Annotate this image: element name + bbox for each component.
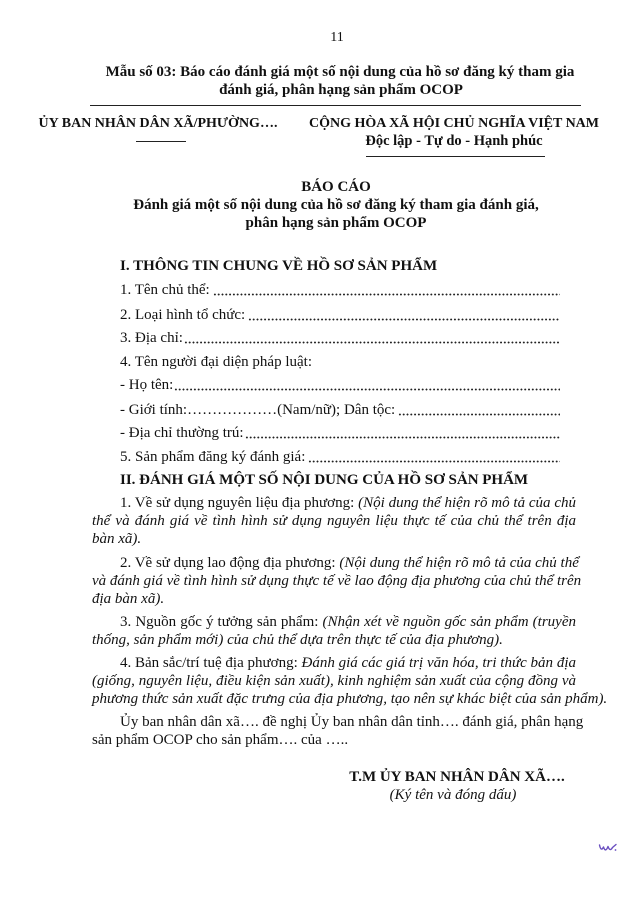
form-title-line-1: Mẫu số 03: Báo cáo đánh giá một số nội dung của hồ sơ đăng ký tham gia [105, 64, 575, 80]
assessment-item-1-line-2: thể và đánh giá về tình hình sử dụng nguyên liệu thực tế của chủ thể trên địa [92, 513, 576, 529]
signature-note: (Ký tên và đóng dấu) [389, 787, 517, 803]
assessment-item-label: 4. Bản sắc/trí tuệ địa phương: [120, 655, 298, 671]
field-owner-name [120, 281, 560, 299]
dotted-fill-line [184, 329, 560, 347]
assessment-item-label: 2. Về sử dụng lao động địa phương: [120, 555, 336, 571]
field-label: 4. Tên người đại diện pháp luật: [120, 354, 312, 370]
assessment-item-3-line-2: thống, sản phẩm mới) của chủ thể dựa trên thực tế của địa phương). [92, 632, 503, 648]
field-full-name [120, 376, 560, 394]
assessment-item-3-line-1 [120, 613, 576, 631]
title-rule [90, 105, 581, 106]
dotted-fill-line [213, 281, 560, 299]
report-heading: BÁO CÁO [301, 179, 371, 195]
field-organization-type [120, 306, 560, 324]
assessment-item-label: 3. Nguồn gốc ý tưởng sản phẩm: [120, 614, 319, 630]
assessment-item-label: 1. Về sử dụng nguyên liệu địa phương: [120, 495, 355, 511]
assessment-item-1-line-3: bàn xã). [92, 531, 142, 547]
national-motto: Độc lập - Tự do - Hạnh phúc [365, 133, 543, 149]
field-label: 2. Loại hình tổ chức: [120, 307, 246, 323]
signature-title: T.M ỦY BAN NHÂN DÂN XÃ…. [349, 769, 565, 785]
assessment-item-2-line-3: địa bàn xã). [92, 591, 165, 607]
field-permanent-address [120, 424, 560, 442]
report-subtitle-line-2: phân hạng sản phẩm OCOP [245, 215, 427, 231]
closing-line-1: Ủy ban nhân dân xã…. đề nghị Ủy ban nhân dân tỉnh…. đánh giá, phân hạng [120, 714, 584, 730]
dotted-fill-line [174, 376, 560, 394]
field-gender-ethnicity [120, 401, 560, 419]
assessment-item-2-line-2: và đánh giá về tình hình sử dụng thực tế về lao động địa phương của chủ thể trên [92, 573, 582, 589]
motto-underline [366, 156, 545, 157]
field-label: 1. Tên chủ thể: [120, 282, 210, 298]
dotted-fill-line [398, 401, 560, 419]
field-label: 3. Địa chỉ: [120, 330, 183, 346]
closing-line-2: sản phẩm OCOP cho sản phẩm…. của ….. [92, 732, 349, 748]
assessment-item-4-line-3: phương thức sản xuất đặc trưng của địa phương, tạo nên sự khác biệt của sản phẩm). [92, 691, 608, 707]
dotted-fill-line [308, 448, 560, 466]
page-number: 11 [330, 30, 344, 45]
section-2-heading: II. ĐÁNH GIÁ MỘT SỐ NỘI DUNG CỦA HỒ SƠ SẢN PHẨM [120, 472, 529, 488]
assessment-item-4-line-2: (giống, nguyên liệu, điều kiện sản xuất), kinh nghiệm sản xuất của cộng đồng và [92, 673, 576, 689]
assessment-item-text: Đánh giá các giá trị văn hóa, tri thức bản địa [301, 655, 576, 671]
field-registered-product [120, 448, 560, 466]
assessment-item-text: (Nhận xét về nguồn gốc sản phẩm (truyền [322, 614, 576, 630]
dotted-fill-line [248, 306, 560, 324]
dotted-fill-line [245, 424, 560, 442]
assessment-item-text: (Nội dung thể hiện rõ mô tả của chủ [358, 495, 576, 511]
field-label: - Địa chỉ thường trú: [120, 425, 244, 441]
corner-mark-icon [598, 841, 618, 855]
section-1-heading: I. THÔNG TIN CHUNG VỀ HỒ SƠ SẢN PHẨM [120, 258, 438, 274]
issuing-body: ỦY BAN NHÂN DÂN XÃ/PHƯỜNG…. [38, 116, 278, 131]
nation-title: CỘNG HÒA XÃ HỘI CHỦ NGHĨA VIỆT NAM [308, 116, 599, 131]
form-title-line-2: đánh giá, phân hạng sản phẩm OCOP [219, 82, 463, 98]
assessment-item-1-line-1 [120, 494, 576, 512]
field-address [120, 329, 560, 347]
assessment-item-4-line-1 [120, 654, 576, 672]
report-subtitle-line-1: Đánh giá một số nội dung của hồ sơ đăng ký tham gia đánh giá, [133, 197, 539, 213]
assessment-item-2-line-1 [120, 554, 579, 572]
field-legal-representative [120, 353, 560, 371]
field-label: - Họ tên: [120, 377, 174, 393]
field-label: 5. Sản phẩm đăng ký đánh giá: [120, 449, 306, 465]
field-label: - Giới tính:………………(Nam/nữ); Dân tộc: [120, 402, 396, 418]
issuing-body-underline [136, 141, 186, 142]
assessment-item-text: (Nội dung thể hiện rõ mô tả của chủ thể [339, 555, 579, 571]
